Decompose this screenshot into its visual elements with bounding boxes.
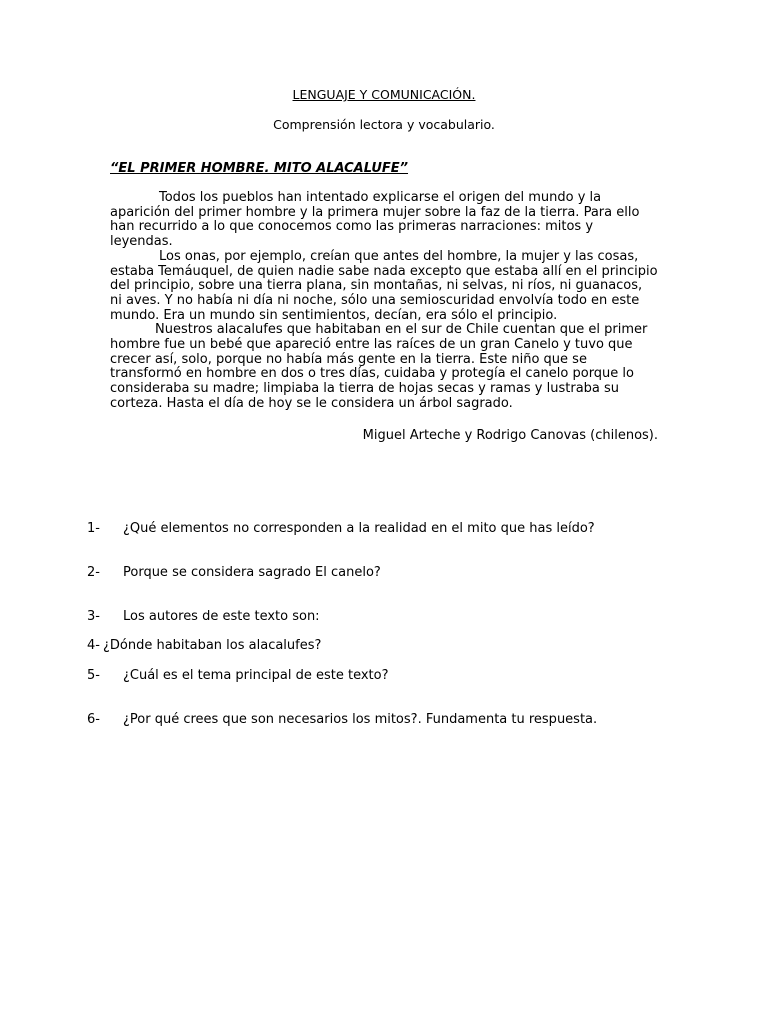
question-1 [87, 521, 595, 536]
question-text: ¿Cuál es el tema principal de este texto? [123, 668, 389, 683]
question-text: Porque se considera sagrado El canelo? [123, 565, 381, 580]
body-line: corteza. Hasta el día de hoy se le considera un árbol sagrado. [110, 395, 513, 411]
question-text: Los autores de este texto son: [123, 609, 320, 624]
body-line: han recurrido a lo que conocemos como las primeras narraciones: mitos y [110, 219, 594, 235]
authors-credit: Miguel Arteche y Rodrigo Canovas (chilenos). [362, 428, 658, 443]
document-heading: LENGUAJE Y COMUNICACIÓN. [292, 87, 476, 102]
question-number: 4- [87, 638, 100, 653]
body-line: hombre fue un bebé que apareció entre las raíces de un gran Canelo y tuvo que [110, 337, 633, 353]
question-2 [87, 565, 381, 580]
document-subheading: Comprensión lectora y vocabulario. [273, 117, 495, 132]
question-text: ¿Dónde habitaban los alacalufes? [102, 638, 322, 653]
body-line: Todos los pueblos han intentado explicarse el origen del mundo y la [159, 190, 602, 205]
question-number: 3- [87, 609, 100, 624]
question-text: ¿Qué elementos no corresponden a la realidad en el mito que has leído? [123, 521, 595, 536]
body-line: aparición del primer hombre y la primera mujer sobre la faz de la tierra. Para ello [110, 204, 640, 220]
question-number: 1- [87, 521, 100, 536]
body-line: consideraba su madre; limpiaba la tierra de hojas secas y ramas y lustraba su [110, 381, 620, 397]
body-line: Nuestros alacalufes que habitaban en el sur de Chile cuentan que el primer [155, 322, 648, 338]
question-3 [87, 609, 320, 624]
question-number: 6- [87, 712, 100, 727]
body-line: mundo. Era un mundo sin sentimientos, decían, era sólo el principio. [110, 307, 558, 323]
question-text: ¿Por qué crees que son necesarios los mitos?. Fundamenta tu respuesta. [123, 712, 598, 727]
story-body [110, 191, 670, 412]
body-line: leyendas. [110, 234, 173, 250]
body-line: crecer así, solo, porque no había más gente en la tierra. Este niño que se [110, 351, 587, 367]
body-line: Los onas, por ejemplo, creían que antes del hombre, la mujer y las cosas, [159, 248, 639, 264]
body-line: del principio, sobre una tierra plana, sin montañas, ni selvas, ni ríos, ni guanacos, [110, 278, 643, 294]
body-line: ni aves. Y no había ni día ni noche, sólo una semioscuridad envolvía todo en este [110, 292, 640, 308]
question-number: 5- [87, 668, 100, 683]
story-title: “EL PRIMER HOMBRE. MITO ALACALUFE” [110, 161, 409, 176]
body-line: transformó en hombre en dos o tres días, cuidaba y protegía el canelo porque lo [110, 366, 634, 382]
question-6 [87, 712, 597, 727]
body-line: estaba Temáuquel, de quien nadie sabe nada excepto que estaba allí en el principio [110, 263, 658, 279]
question-4 [87, 638, 321, 653]
question-5 [87, 668, 389, 683]
question-number: 2- [87, 565, 100, 580]
